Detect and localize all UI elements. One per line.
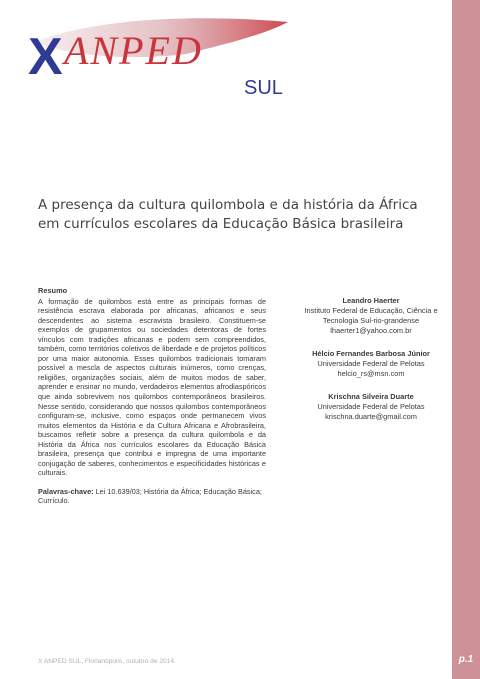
abstract-body: A formação de quilombos está entre as principais formas de resistência escrava elaborada por africanas, africanos e seus descendentes ao sistema escravista brasileiro. Constituem-se exemplos de grupamentos ou sociedades detentoras de fortes vínculos com tradições africanas e podem sem compreendidos, também, como territórios coletivos de liberdade e de projetos políticos por uma maior autonomia. Esses quilombos tradicionais tomaram possível a mescla de aspectos culturais inúmeros, como crenças, religiões, organizações sociais, além de muitos modos de saber, aprender e ensinar no mundo, verdadeiros elementos afrodiaspóricos que ainda sobrevivem nos quilombos contemporâneos brasileiros. Nesse sentido, considerando que nossos quilombos contemporâneos configuram-se, inclusive, como espaços onde permanecem vivos muitos elementos da História e da Cultura Africana e Afrobrasileira, buscamos refletir sobre a presença da cultura quilombola e da História da África nos currículos escolares da Educação Básica brasileira, presença que contribui e impregna de uma importante conjugação de saberes, conhecimentos e especificidades históricas e culturais. — [38, 296, 266, 478]
author-name: Krischna Silveira Duarte — [328, 392, 414, 401]
author-affiliation: Instituto Federal de Educação, Ciência e Tecnologia Sul-rio-grandense — [304, 306, 438, 325]
author-name: Hélcio Fernandes Barbosa Júnior — [312, 349, 430, 358]
abstract-heading: Resumo — [38, 286, 68, 295]
anped-sul-logo — [26, 14, 296, 104]
author-affiliation: Universidade Federal de Pelotas — [317, 402, 425, 411]
author-block — [286, 349, 456, 379]
abstract-section — [38, 286, 266, 506]
author-affiliation: Universidade Federal de Pelotas — [317, 359, 425, 368]
keywords-label: Palavras-chave: — [38, 486, 94, 496]
keywords — [38, 487, 266, 506]
author-name: Leandro Haerter — [342, 296, 400, 305]
page-sidebar-band — [452, 0, 480, 679]
author-email: lhaerter1@yahoo.com.br — [330, 326, 412, 335]
paper-title: A presença da cultura quilombola e da história da África em currículos escolares da Educação Básica brasileira — [38, 197, 418, 232]
keywords-list: Lei 10.639/03; História da África; Educação Básica; Currículo. — [38, 486, 262, 506]
logo-sul-text: SUL — [244, 77, 283, 99]
author-email: krischna.duarte@gmail.com — [325, 412, 417, 421]
logo-anped-text: ANPED — [64, 28, 203, 73]
author-block — [286, 296, 456, 336]
page-number: p.1 — [458, 654, 474, 665]
author-email: helcio_rs@msn.com — [337, 369, 405, 378]
logo-x-letter: X — [28, 28, 63, 86]
author-list — [286, 296, 456, 435]
page-footer: X ANPED SUL, Florianópolis, outubro de 2014. — [38, 658, 176, 665]
author-block — [286, 392, 456, 422]
